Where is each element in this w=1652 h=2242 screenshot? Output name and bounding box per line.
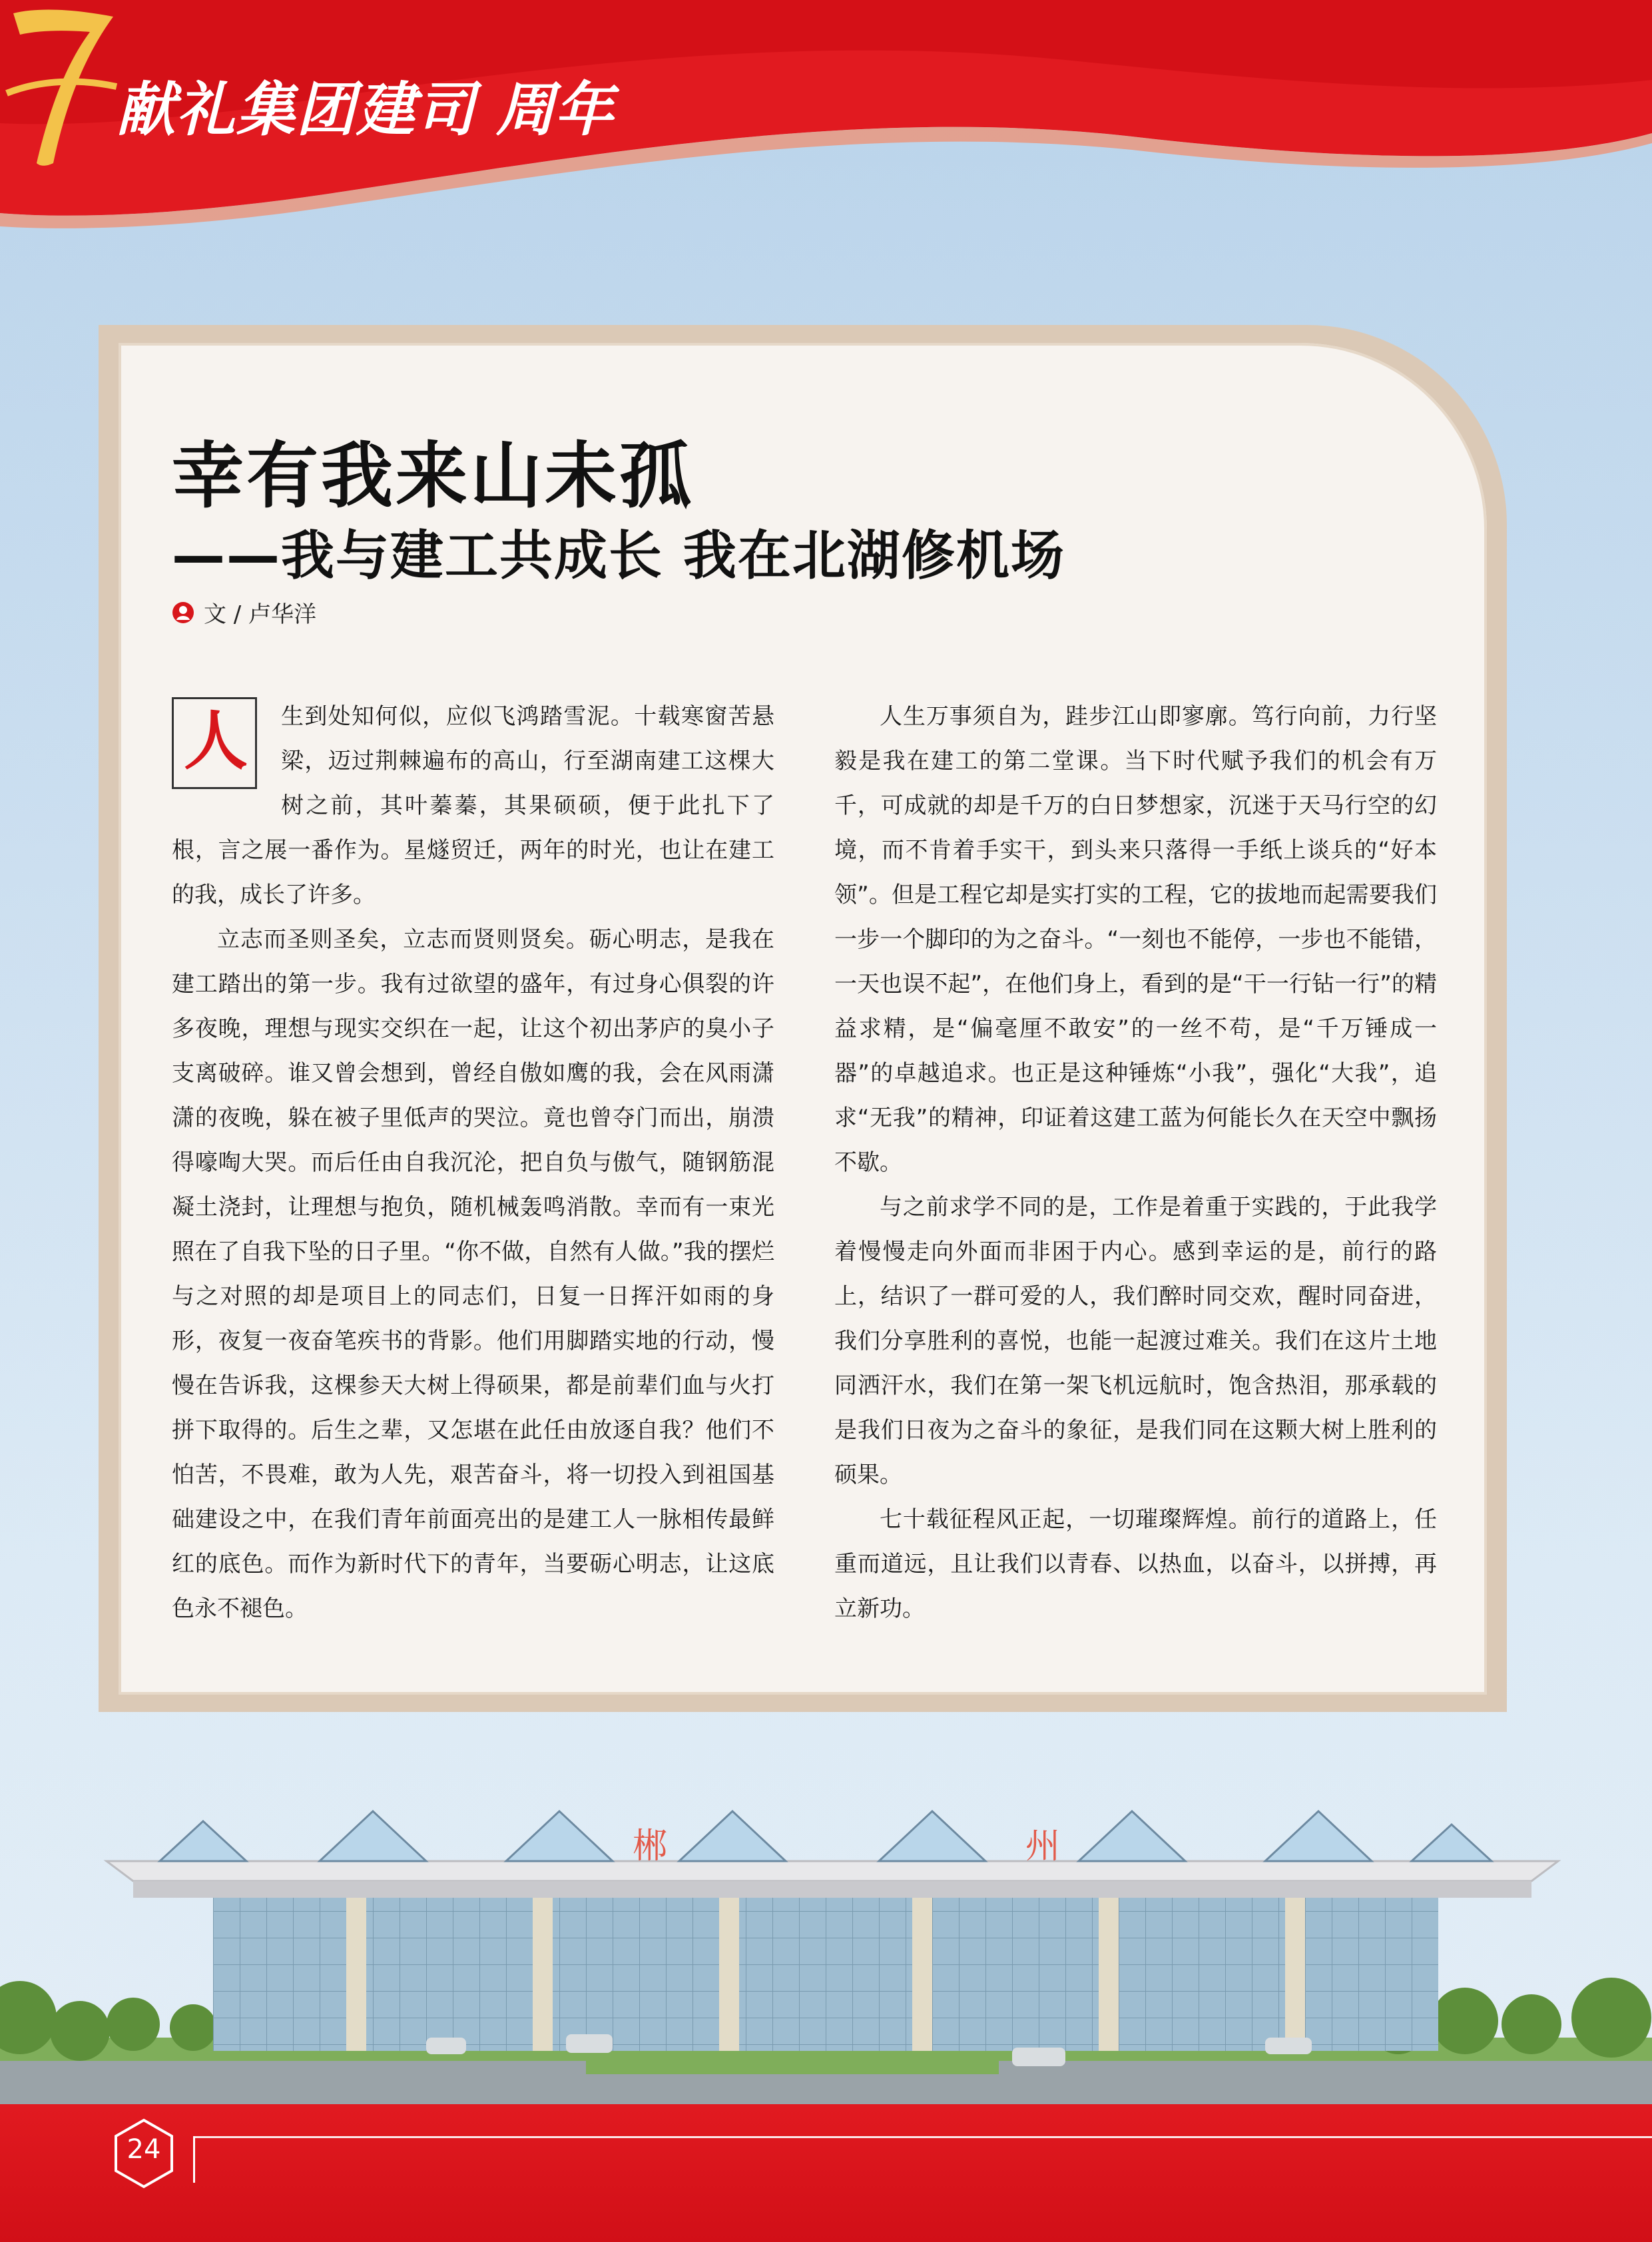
- byline: [172, 596, 316, 629]
- paragraph: 立志而圣则圣矣，立志而贤则贤矣。砺心明志，是我在建工踏出的第一步。我有过欲望的盛年，有过身心俱裂的许多夜晚，理想与现实交织在一起，让这个初出茅庐的臭小子支离破碎。谁又曾会想到，曾经自傲如鹰的我，会在风雨潇潇的夜晚，躲在被子里低声的哭泣。竟也曾夺门而出，崩溃得嚎啕大哭。而后任由自我沉沦，把自负与傲气，随钢筋混凝土浇封，让理想与抱负，随机械轰鸣消散。幸而有一束光照在了自我下坠的日子里。“你不做，自然有人做。”我的摆烂与之对照的却是项目上的同志们，日复一日挥汗如雨的身形，夜复一夜奋笔疾书的背影。他们用脚踏实地的行动，慢慢在告诉我，这棵参天大树上得硕果，都是前辈们血与火打拼下取得的。后生之辈，又怎堪在此任由放逐自我？他们不怕苦，不畏难，敢为人先，艰苦奋斗，将一切投入到祖国基础建设之中，在我们青年前面亮出的是建工人一脉相传最鲜红的底色。而作为新时代下的青年，当要砺心明志，让这底色永不褪色。: [172, 926, 774, 1622]
- banner-year-label: 周年: [496, 75, 614, 144]
- anniversary-number-emblem: [0, 0, 120, 173]
- paragraph: 与之前求学不同的是，工作是着重于实践的，于此我学着慢慢走向外面而非困于内心。感到幸运的是，前行的路上，结识了一群可爱的人，我们醉时同交欢，醒时同奋进，我们分享胜利的喜悦，也能一起渡过难关。我们在这片土地同洒汗水，我们在第一架飞机远航时，饱含热泪，那承载的是我们日夜为之奋斗的象征，是我们同在这颗大树上胜利的硕果。: [834, 1194, 1437, 1488]
- person-icon: [172, 601, 194, 624]
- footer-divider-vertical: [193, 2136, 195, 2183]
- paragraph: 七十载征程风正起，一切璀璨辉煌。前行的道路上，任重而道远，且让我们以青春、以热血，以奋斗，以拼搏，再立新功。: [834, 1506, 1437, 1622]
- paragraph-text: 生到处知何似，应似飞鸿踏雪泥。十载寒窗苦悬梁，迈过荆棘遍布的高山，行至湖南建工这棵大树之前，其叶蓁蓁，其果硕硕，便于此扎下了根，言之展一番作为。星燧贸迁，两年的时光，也让在建工的我，成长了许多。: [172, 703, 774, 908]
- terminal-sign-left: 郴: [633, 1826, 668, 1866]
- paragraph: 人生万事须自为，跬步江山即寥廓。笃行向前，力行坚毅是我在建工的第二堂课。当下时代赋予我们的机会有万千，可成就的却是千万的白日梦想家，沉迷于天马行空的幻境，而不肯着手实干，到头来只落得一手纸上谈兵的“好本领”。但是工程它却是实打实的工程，它的拔地而起需要我们一步一个脚印的为之奋斗。“一刻也不能停，一步也不能错，一天也误不起”，在他们身上，看到的是“干一行钻一行”的精益求精，是“偏毫厘不敢安”的一丝不苟，是“千万锤成一器”的卓越追求。也正是这种锤炼“小我”，强化“大我”，追求“无我”的精神，印证着这建工蓝为何能长久在天空中飘扬不歇。: [834, 703, 1437, 1176]
- footer-bar: [0, 2104, 1652, 2242]
- article-title: 幸有我来山未孤: [172, 435, 694, 518]
- page-number: 24: [127, 2134, 161, 2165]
- terminal-sign-right: 州: [1025, 1826, 1061, 1866]
- airport-terminal-illustration: [0, 1725, 1652, 2117]
- article-column-right: [834, 695, 1437, 1631]
- drop-cap: [172, 695, 272, 794]
- drop-cap-character: 人: [184, 704, 248, 778]
- header-banner: [0, 0, 1652, 240]
- article-subtitle: ——我与建工共成长 我在北湖修机场: [172, 525, 1065, 587]
- article-column-left: [172, 695, 774, 1631]
- banner-title: 献礼集团建司: [117, 75, 477, 144]
- footer-divider: [193, 2136, 1652, 2138]
- paragraph: [172, 695, 774, 918]
- byline-text: 文 / 卢华洋: [204, 601, 317, 628]
